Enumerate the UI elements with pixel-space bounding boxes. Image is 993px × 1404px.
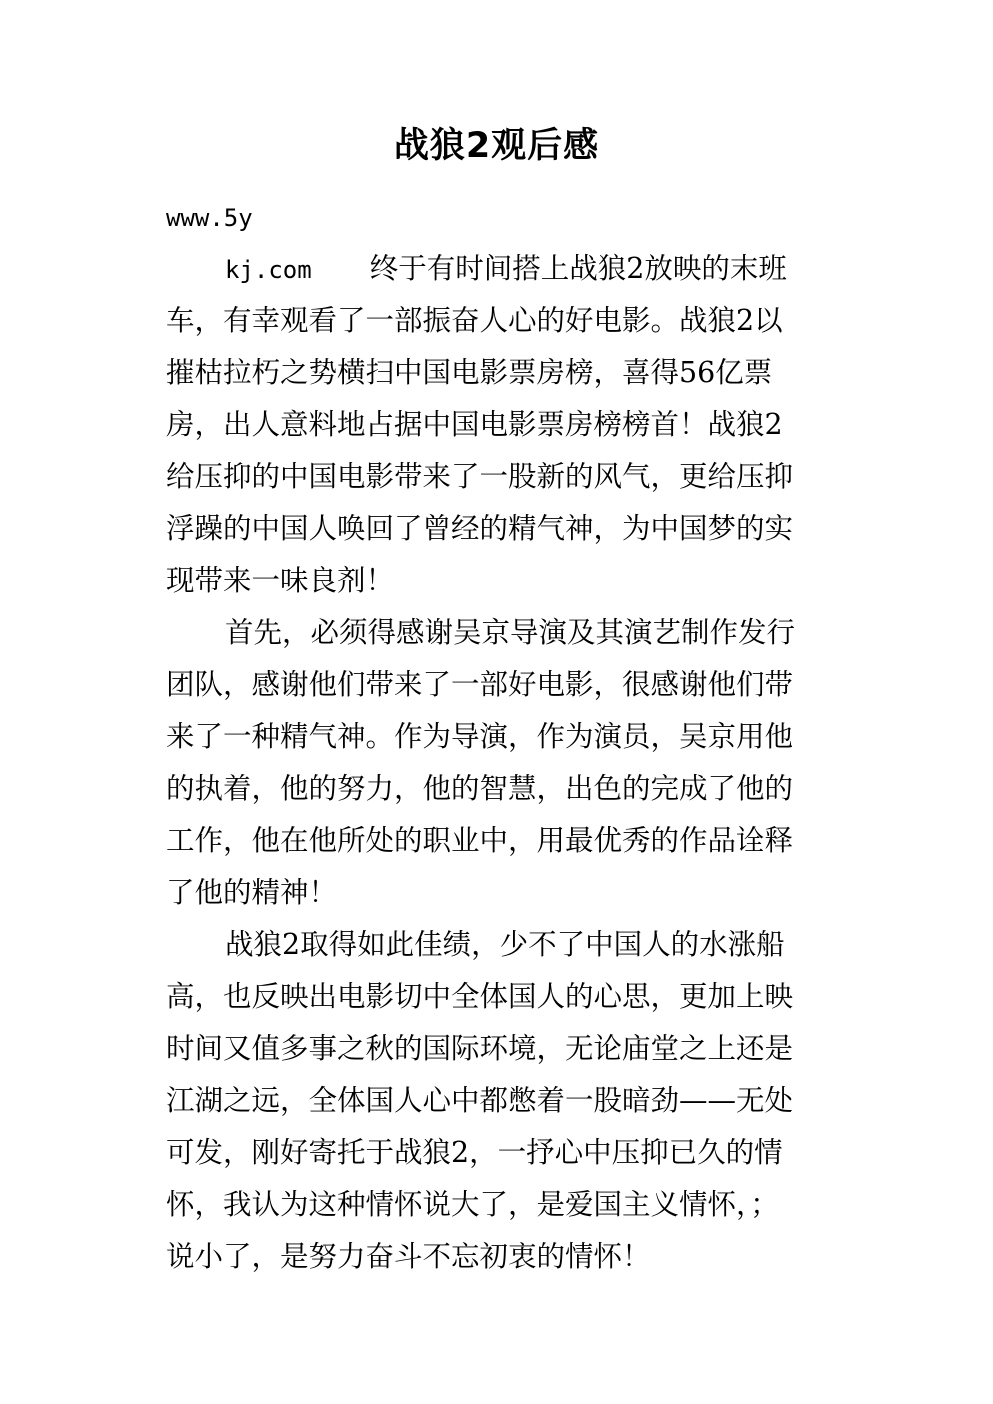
paragraph-2-line-6: 了他的精神！: [166, 876, 338, 909]
paragraph-1-line-3: 摧枯拉朽之势横扫中国电影票房榜，喜得56亿票: [166, 356, 773, 389]
paragraph-2-line-5: 工作，他在他所处的职业中，用最优秀的作品诠释: [166, 824, 794, 857]
paragraph-2-line-3: 来了一种精气神。作为导演，作为演员，吴京用他: [166, 720, 794, 753]
paragraph-1-line-6: 浮躁的中国人唤回了曾经的精气神，为中国梦的实: [166, 512, 794, 545]
paragraph-3-line-6: 怀，我认为这种情怀说大了，是爱国主义情怀，；: [166, 1188, 779, 1221]
paragraph-1-line-1: [225, 249, 787, 290]
paragraph-3-line-5: 可发，刚好寄托于战狼2，一抒心中压抑已久的情: [166, 1136, 783, 1169]
paragraph-3-line-1: 战狼2取得如此佳绩，少不了中国人的水涨船: [225, 928, 785, 961]
source-url-line-2: kj.com: [225, 256, 312, 284]
paragraph-2-line-4: 的执着，他的努力，他的智慧，出色的完成了他的: [166, 772, 794, 805]
paragraph-3-line-3: 时间又值多事之秋的国际环境，无论庙堂之上还是: [166, 1032, 794, 1065]
paragraph-3-line-4: 江湖之远，全体国人心中都憋着一股暗劲——无处: [166, 1084, 794, 1117]
source-url-line-1: www.5y: [166, 204, 253, 232]
paragraph-1-line-4: 房，出人意料地占据中国电影票房榜榜首！战狼2: [166, 408, 783, 441]
document-title: 战狼2观后感: [393, 126, 600, 166]
paragraph-1-line-1-text: 终于有时间搭上战狼2放映的末班: [369, 252, 787, 285]
paragraph-2-line-2: 团队，感谢他们带来了一部好电影，很感谢他们带: [166, 668, 794, 701]
paragraph-1-line-5: 给压抑的中国电影带来了一股新的风气，更给压抑: [166, 460, 794, 493]
paragraph-1-line-7: 现带来一味良剂！: [166, 564, 395, 597]
paragraph-3-line-2: 高，也反映出电影切中全体国人的心思，更加上映: [166, 980, 794, 1013]
paragraph-1-line-2: 车，有幸观看了一部振奋人心的好电影。战狼2以: [166, 304, 783, 337]
paragraph-3-line-7: 说小了，是努力奋斗不忘初衷的情怀！: [166, 1240, 651, 1273]
paragraph-2-line-1: 首先，必须得感谢吴京导演及其演艺制作发行: [225, 616, 796, 649]
